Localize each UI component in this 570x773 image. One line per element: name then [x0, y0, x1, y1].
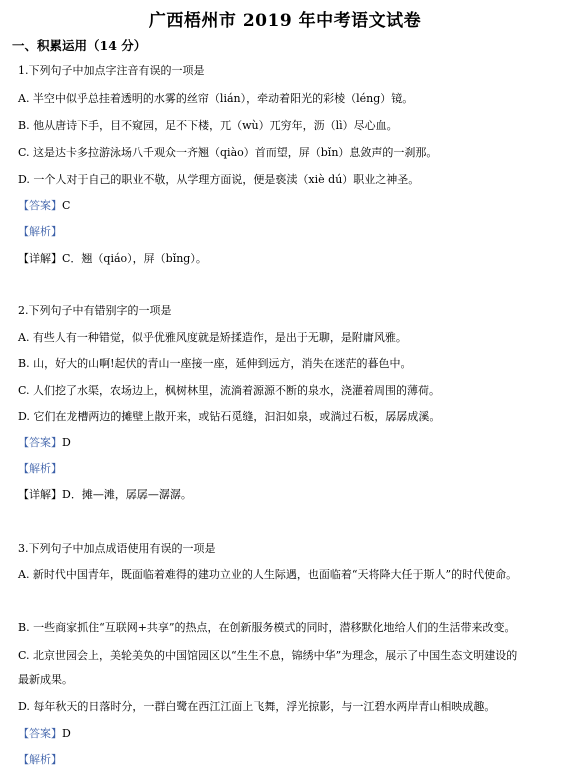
question-3-stem: 3.下列句子中加点成语使用有误的一项是	[18, 542, 216, 555]
question-1-option-a: A. 半空中似乎总挂着透明的水雾的丝帘（lián），牵动着阳光的彩棱（léng）镜。	[18, 92, 414, 105]
question-2-option-c: C. 人们挖了水渠，农场边上，枫树林里，流淌着源源不断的泉水，浇灌着周围的薄荷。	[18, 384, 441, 397]
question-2-analysis-label: 【解析】	[18, 462, 62, 475]
detail-text: D．摊—滩，孱孱—潺潺。	[62, 488, 192, 501]
answer-value: D	[62, 436, 71, 449]
answer-label: 【答案】	[18, 436, 62, 449]
question-2-option-a: A. 有些人有一种错觉，似乎优雅风度就是矫揉造作，是出于无聊，是附庸风雅。	[18, 331, 407, 344]
section-heading: 一、积累运用（14 分）	[12, 38, 147, 53]
answer-value: C	[62, 199, 71, 212]
question-3-option-c: C. 北京世园会上，美轮美奂的中国馆园区以“生生不息，锦绣中华”为理念，展示了中国生态文明建设的	[18, 649, 518, 662]
answer-value: D	[62, 727, 71, 740]
question-1-option-c: C. 这是达卡多拉游泳场八千观众一齐翘（qiào）首而望，屏（bǐn）息敛声的一刹那。	[18, 146, 438, 159]
question-3-option-b: B. 一些商家抓住“互联网+共享”的热点，在创新服务模式的同时，潜移默化地给人们的生活带来改变。	[18, 621, 516, 634]
question-2-stem: 2.下列句子中有错别字的一项是	[18, 304, 172, 317]
question-2-answer	[18, 435, 564, 451]
question-1-detail	[18, 251, 564, 267]
question-3-analysis-label: 【解析】	[18, 753, 62, 766]
question-2-detail	[18, 487, 564, 503]
question-2-option-b: B. 山，好大的山啊!起伏的青山一座接一座，延伸到远方，消失在迷茫的暮色中。	[18, 357, 412, 370]
question-3-option-a: A. 新时代中国青年，既面临着难得的建功立业的人生际遇，也面临着“天将降大任于斯人”的时代使命。	[18, 568, 518, 581]
document-title: 广西梧州市 2019 年中考语文试卷	[148, 11, 422, 31]
question-1-option-b: B. 他从唐诗下手，目不窥园，足不下楼，兀（wù）兀穷年，沥（lì）尽心血。	[18, 119, 398, 132]
question-2-option-d: D. 它们在龙槽两边的摊壁上散开来，或钻石觅缝，汩汩如泉，或淌过石板，孱孱成溪。	[18, 410, 441, 423]
detail-label: 【详解】	[18, 252, 62, 265]
detail-text: C．翘（qiáo），屏（bǐng）。	[62, 252, 207, 265]
question-3-option-c-continued: 最新成果。	[18, 673, 73, 686]
question-1-analysis-label: 【解析】	[18, 225, 62, 238]
question-1-option-d: D. 一个人对于自己的职业不敬，从学理方面说，便是亵渎（xiè dú）职业之神圣。	[18, 173, 420, 186]
question-3-answer	[18, 726, 564, 742]
answer-label: 【答案】	[18, 199, 62, 212]
detail-label: 【详解】	[18, 488, 62, 501]
question-1-answer	[18, 198, 564, 214]
answer-label: 【答案】	[18, 727, 62, 740]
question-3-option-d: D. 每年秋天的日落时分，一群白鹭在西江江面上飞舞，浮光掠影，与一江碧水两岸青山相映成趣。	[18, 700, 496, 713]
question-1-stem: 1.下列句子中加点字注音有误的一项是	[18, 64, 205, 77]
